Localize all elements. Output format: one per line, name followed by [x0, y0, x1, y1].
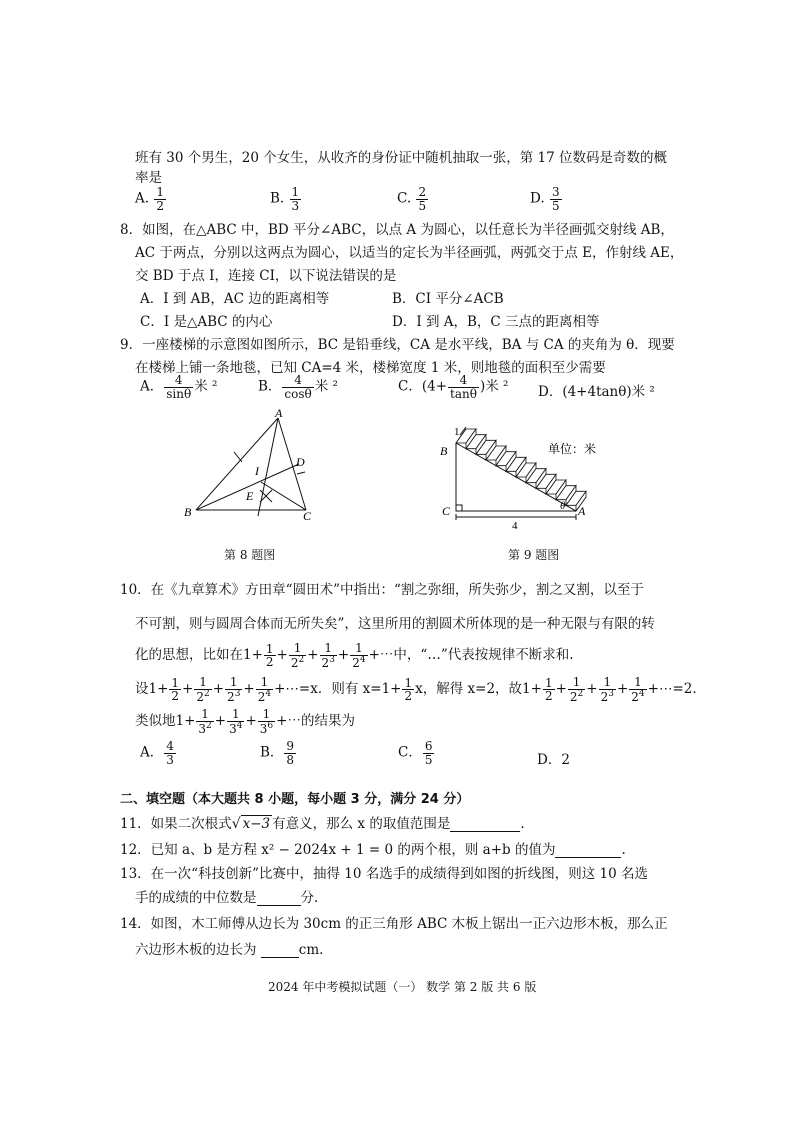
q10-options: [140, 740, 700, 770]
q7-options: [135, 186, 695, 216]
q8-option-d[interactable]: D．I 到 A，B，C 三点的距离相等: [392, 314, 600, 330]
section-2-heading: 二、填空题（本大题共 8 小题，每小题 3 分，满分 24 分）: [120, 792, 470, 807]
bisector-bd: [196, 464, 299, 510]
q7-option-c[interactable]: C. $\frac{2}{5}$: [397, 185, 427, 213]
width-label: 1: [454, 426, 460, 438]
label-b: B: [184, 505, 192, 519]
q8-option-b[interactable]: B．CI 平分∠ACB: [392, 291, 504, 307]
right-angle-mark: [456, 505, 462, 511]
q11-radicand: x−3: [242, 816, 271, 832]
page-footer: 2024 年中考模拟试题（一） 数学 第 2 版 共 6 版: [268, 980, 537, 994]
q10-option-b[interactable]: B． $\frac{9}{8}$: [260, 739, 295, 767]
q12-answer-blank[interactable]: [555, 843, 621, 858]
q11: 11．如果二次根式√ x−3 有意义，那么 x 的取值范围是 .: [120, 816, 525, 832]
label-c: C: [303, 509, 312, 523]
q8-line1: 8．如图，在△ABC 中，BD 平分∠ABC，以点 A 为圆心，以任意长为半径画弧交射线 AB，: [120, 222, 674, 238]
q10-line5: 类似地1+ $\frac{1}{3^2}$ + $\frac{1}{3^4}$ + $\frac{1}{3^6}$ +⋯的结果为: [135, 707, 355, 736]
figure-9-caption: 第 9 题图: [508, 548, 560, 562]
q13-line2: 手的成绩的中位数是 分.: [135, 890, 319, 906]
q8-line3: 交 BD 于点 I，连接 CI，以下说法错误的是: [135, 268, 397, 284]
q12: 12．已知 a、b 是方程 x² − 2024x + 1 = 0 的两个根，则 a+b 的值为 .: [120, 842, 626, 858]
label-b: B: [440, 444, 448, 458]
q9-line1: 9．一座楼梯的示意图如图所示，BC 是铅垂线，CA 是水平线，BA 与 CA 的夹角为 θ．现要: [120, 337, 675, 353]
q10-line1: 10．在《九章算术》方田章“圆田术”中指出：“割之弥细，所失弥少，割之又割，以至于: [120, 582, 644, 598]
figure-8-caption: 第 8 题图: [224, 548, 276, 562]
q9-option-b[interactable]: B． $\frac{4}{\cos\theta}$ 米 ²: [258, 373, 338, 401]
q8-option-a[interactable]: A．I 到 AB，AC 边的距离相等: [140, 291, 330, 307]
q7-option-d[interactable]: D. $\frac{3}{5}$: [530, 185, 560, 213]
label-d: D: [296, 455, 305, 469]
q10-line4: 设1+ $\frac{1}{2}$ + $\frac{1}{2^2}$ + $\frac{1}{2^3}$ + $\frac{1}{2^4}$ +⋯=x．则有 x=1+ $\frac{1}{2}$ x，解得 x=2，故1+ $\frac{1}{2}$ + $\frac{1}{2^2}$ + $\frac{1}{2^3}$ + $\frac{1}{2^4}$ +⋯=2．: [135, 675, 706, 704]
figure-9: [436, 413, 606, 531]
q11-answer-blank[interactable]: [450, 817, 520, 832]
q8-line2: AC 于两点，分别以这两点为圆心，以适当的定长为半径画弧，两弧交于点 E，作射线 AE，: [135, 245, 684, 261]
q10-option-c[interactable]: C． $\frac{6}{5}$: [398, 739, 433, 767]
q9-option-c[interactable]: C．(4+ $\frac{4}{\tan\theta}$ )米 ²: [398, 373, 509, 401]
q8-option-c[interactable]: C．I 是△ABC 的内心: [140, 314, 273, 330]
label-i: I: [255, 464, 259, 478]
length-label: 4: [512, 520, 518, 531]
q14-line1: 14．如图，木工师傅从边长为 30cm 的正三角形 ABC 木板上锯出一正六边形木板，那么正: [120, 916, 668, 932]
q10-line3: 化的思想，比如在1+ $\frac{1}{2}$ + $\frac{1}{2^2}$ + $\frac{1}{2^3}$ + $\frac{1}{2^4}$ +⋯中，“…”代表按规律不断求和.: [135, 641, 574, 670]
q7-line2: 率是: [135, 170, 162, 186]
label-a: A: [578, 504, 586, 518]
label-c: C: [442, 504, 451, 518]
q10-option-a[interactable]: A． $\frac{4}{3}$: [140, 739, 174, 767]
arc-mark-ac: [297, 472, 305, 474]
angle-label: θ: [560, 500, 566, 512]
q14-answer-blank[interactable]: [261, 943, 299, 958]
q9-options: [140, 374, 700, 404]
q10-option-d[interactable]: D．2: [537, 752, 570, 768]
q13-answer-blank[interactable]: [257, 891, 301, 906]
arc-mark-ab: [234, 452, 242, 462]
q9-option-d[interactable]: D．(4+4tanθ)米 ²: [538, 384, 655, 400]
q10-line2: 不可割，则与圆周合体而无所失矣”，这里所用的割圆术所体现的是一种无限与有限的转: [135, 616, 655, 632]
q9-line2: 在楼梯上铺一条地毯，已知 CA=4 米，楼梯宽度 1 米，则地毯的面积至少需要: [135, 360, 606, 376]
label-a: A: [275, 408, 283, 420]
label-e: E: [246, 489, 254, 503]
q7-option-b[interactable]: B. $\frac{1}{3}$: [270, 185, 300, 213]
q7-option-a[interactable]: A. $\frac{1}{2}$: [135, 185, 164, 213]
q14-line2: 六边形木板的边长为 cm.: [135, 942, 324, 958]
q7-line1: 班有 30 个男生，20 个女生，从收齐的身份证中随机抽取一张，第 17 位数码是奇数的概: [135, 150, 667, 166]
unit-label: 单位：米: [548, 442, 597, 456]
figure-8: [178, 408, 328, 526]
q13-line1: 13．在一次“科技创新”比赛中，抽得 10 名选手的成绩得到如图的折线图，则这 10 名选: [120, 866, 649, 882]
q9-option-a[interactable]: A． $\frac{4}{\sin\theta}$ 米 ²: [140, 373, 218, 401]
